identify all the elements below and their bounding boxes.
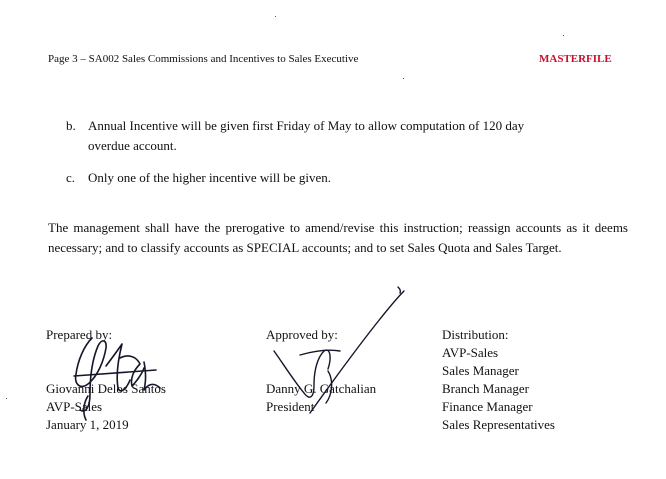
management-paragraph: The management shall have the prerogative to amend/revise this instruction; reassign accounts as it deems necessary; and to classify accounts as SPECIAL accounts; and to set Sales Quota and Sales Target. [48, 220, 628, 255]
distribution-label: Distribution: [442, 327, 509, 342]
distribution-recipient: Sales Manager [442, 363, 519, 378]
distribution-block [442, 326, 555, 434]
distribution-recipient: Branch Manager [442, 381, 529, 396]
list-item-c [66, 168, 331, 188]
list-item-line: overdue account. [88, 138, 177, 153]
list-item-text [88, 116, 524, 156]
scan-speck [403, 78, 404, 79]
masterfile-badge: MASTERFILE [539, 53, 612, 65]
list-item-letter: c. [66, 170, 76, 185]
list-item-letter: b. [66, 118, 76, 133]
scan-speck [275, 16, 276, 17]
list-item-b [66, 116, 524, 156]
distribution-recipient: Finance Manager [442, 399, 533, 414]
approved-by-label: Approved by: [266, 327, 338, 342]
scan-speck [6, 398, 7, 399]
prepared-by-title: AVP-Sales [46, 399, 103, 414]
prepared-by-label: Prepared by: [46, 327, 113, 342]
prepared-by-block [46, 326, 166, 434]
distribution-list [442, 344, 555, 434]
approved-by-name: Danny G. Gatchalian [266, 381, 377, 396]
page-header-title: Page 3 – SA002 Sales Commissions and Incentives to Sales Executive [48, 53, 359, 65]
distribution-recipient: Sales Representatives [442, 417, 555, 432]
approved-by-title: President [266, 399, 315, 414]
distribution-recipient: AVP-Sales [442, 345, 499, 360]
prepared-by-name: Giovanni Delos Santos [46, 381, 166, 396]
list-item-text: Only one of the higher incentive will be given. [88, 170, 331, 185]
scan-speck [563, 35, 564, 36]
approved-by-block [266, 326, 376, 416]
list-item-line: Annual Incentive will be given first Friday of May to allow computation of 120 day [88, 118, 525, 133]
prepared-by-date: January 1, 2019 [46, 417, 129, 432]
